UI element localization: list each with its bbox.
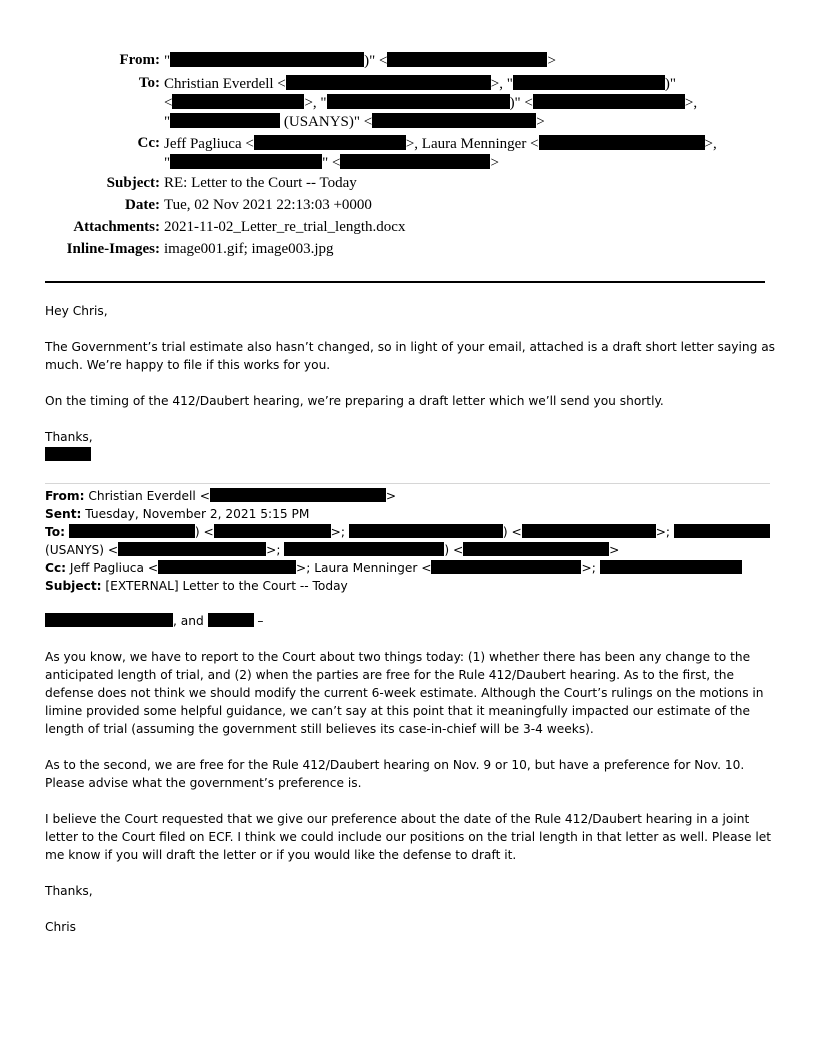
header-date-row [0,197,816,217]
header-attachments-row [0,219,816,239]
redaction [600,560,742,574]
redaction [372,113,536,128]
quoted-from: From: Christian Everdell < > [45,489,397,503]
message-closing: Thanks, [45,884,93,898]
redaction [674,524,770,538]
from-label: From: [119,52,160,68]
quoted-sent: Sent: Tuesday, November 2, 2021 5:15 PM [45,507,310,521]
message-paragraph: As to the second, we are free for the Rule 412/Daubert hearing on Nov. 9 or 10, but have a preference for Nov. 10. Please advise what the government’s preference is. [45,758,745,790]
redaction [349,524,503,538]
quoted-to-2: (USANYS) < >; ) < > [45,543,620,557]
quoted-header [45,487,780,595]
salutation: , and – [45,612,780,630]
redaction [170,52,364,67]
subject-label: Subject: [106,175,160,191]
reply-closing: Thanks, [45,430,93,444]
redaction [533,94,685,109]
header-inline-images-row [0,241,816,261]
redaction [340,154,490,169]
redaction [69,524,195,538]
header-to-row: To: Christian Everdell < >, " )" [0,75,816,95]
redaction [172,94,304,109]
header-divider [45,281,765,283]
quoted-to: To: ) < >; ) < >; [45,523,780,541]
attachments-label: Attachments: [73,219,160,235]
redaction [158,560,296,574]
redaction [254,135,406,150]
redaction [170,113,280,128]
redaction [463,542,609,556]
message-paragraph: I believe the Court requested that we give our preference about the date of the Rule 412/Daubert hearing in a joint letter to the Court filed on ECF. I think we could include our positions on the trial length in that letter as well. Please let me know if you will draft the letter or if you would like the defense to draft it. [45,812,771,862]
header-from-row: From: " )" < > [0,52,816,72]
redaction [118,542,266,556]
redaction [387,52,547,67]
header-subject-row [0,175,816,195]
redaction [539,135,705,150]
redaction [170,154,322,169]
redaction [286,75,491,90]
attachment-file: 2021-11-02_Letter_re_trial_length.docx [164,219,406,235]
reply-greeting: Hey Chris, [45,304,108,318]
message-signature: Chris [45,920,76,934]
quoted-body [45,612,780,936]
header-cc-row-2: " " < > [164,155,499,171]
redaction [522,524,656,538]
redaction [513,75,665,90]
header-cc-row: Cc: Jeff Pagliuca < >, Laura Menninger < >, [0,135,816,155]
signature-redaction [45,447,91,461]
redaction [210,488,386,502]
header-to-row-2: < >, " )" < >, [164,95,698,111]
redaction [431,560,581,574]
header-to-row-3: " (USANYS)" < > [164,114,545,130]
cc-label: Cc: [137,135,160,151]
inline-images-label: Inline-Images: [66,241,160,257]
inline-images-value: image001.gif; image003.jpg [164,241,334,257]
date-value: Tue, 02 Nov 2021 22:13:03 +0000 [164,197,372,213]
date-label: Date: [125,197,160,213]
forward-divider [45,483,770,484]
redaction [284,542,444,556]
redaction [45,613,173,627]
redaction [214,524,331,538]
quoted-cc: Cc: Jeff Pagliuca < >; Laura Menninger < >; [45,559,780,577]
redaction [327,94,510,109]
to-label: To: [138,75,160,91]
reply-body [45,302,780,464]
reply-paragraph: On the timing of the 412/Daubert hearing, we’re preparing a draft letter which we’ll send you shortly. [45,394,664,408]
redaction [208,613,254,627]
reply-paragraph: The Government’s trial estimate also hasn’t changed, so in light of your email, attached is a draft short letter saying as much. We’re happy to file if this works for you. [45,340,776,372]
subject-value: RE: Letter to the Court -- Today [164,175,357,191]
message-paragraph: As you know, we have to report to the Court about two things today: (1) whether there has been any change to the anticipated length of trial, and (2) when the parties are free for the Rule 412/Daubert hearing. As to the first, the defense does not think we should modify the current 6-week estimate. Although the Court’s rulings on the motions in limine provided some helpful guidance, we can’t say at this point that it meaningfully impacted our estimate of the length of trial (assuming the government still believes its case-in-chief will be 3-4 weeks). [45,650,764,736]
quoted-subject: Subject: [EXTERNAL] Letter to the Court -- Today [45,579,348,593]
